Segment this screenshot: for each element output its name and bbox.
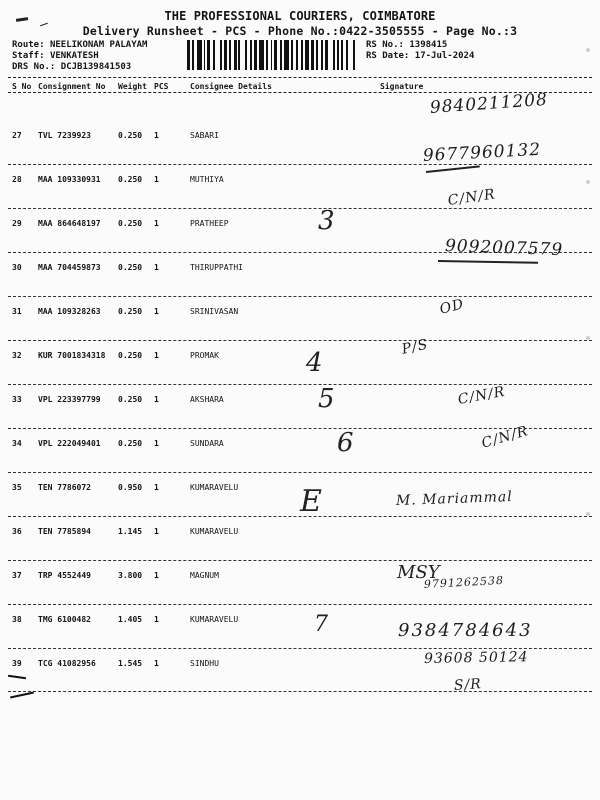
rs-date-field: [366, 51, 474, 62]
weight: 0.250: [118, 439, 143, 448]
pieces: 1: [154, 615, 159, 624]
consignment-number: TRP 4552449: [38, 571, 91, 580]
signature-32: P/S: [400, 336, 430, 358]
column-header: PCS: [154, 82, 169, 91]
pieces: 1: [154, 571, 159, 580]
table-row: [0, 519, 600, 563]
consignee-name: SINDHU: [190, 659, 219, 668]
signature-36: M. Mariammal: [395, 488, 514, 509]
consignment-number: MAA 109328263: [38, 307, 101, 316]
pieces: 1: [154, 219, 159, 228]
row-separator: [8, 164, 592, 165]
consignee-name: PRATHEEP: [190, 219, 229, 228]
handwritten-mark: 4: [306, 348, 323, 378]
row-separator: [8, 384, 592, 385]
consignee-name: PROMAK: [190, 351, 219, 360]
column-header: S No: [12, 82, 32, 91]
signature-29: C/N/R: [446, 186, 497, 209]
consignee-name: KUMARAVELU: [190, 483, 239, 492]
table-row: [0, 167, 600, 211]
table-row: [0, 563, 600, 607]
footer-separator: [8, 691, 592, 692]
staff-label: Staff:: [12, 51, 45, 61]
weight: 0.250: [118, 351, 143, 360]
weight: 0.250: [118, 395, 143, 404]
consignee-name: SUNDARA: [190, 439, 224, 448]
row-separator: [8, 340, 592, 341]
column-header: Consignment No: [38, 82, 106, 91]
table-row: [0, 299, 600, 343]
serial-number: 29: [12, 219, 22, 228]
consignee-name: KUMARAVELU: [190, 615, 239, 624]
serial-number: 34: [12, 439, 22, 448]
scan-dot: [586, 512, 590, 516]
scan-dot: [586, 180, 590, 184]
header-separator: [8, 77, 592, 78]
signature-31: OD: [438, 296, 466, 318]
handwritten-mark: 6: [337, 428, 354, 458]
consignment-number: MAA 109330931: [38, 175, 101, 184]
consignment-number: VPL 223397799: [38, 395, 101, 404]
pieces: 1: [154, 659, 159, 668]
signature-30: 9092007579: [444, 236, 564, 261]
consignee-name: SABARI: [190, 131, 219, 140]
drs-label: DRS No.:: [12, 62, 56, 72]
weight: 0.950: [118, 483, 143, 492]
table-row: [0, 343, 600, 387]
consignment-number: KUR 7001834318: [38, 351, 106, 360]
row-separator: [8, 296, 592, 297]
consignee-name: AKSHARA: [190, 395, 224, 404]
weight: 0.250: [118, 307, 143, 316]
column-header: Consignee Details: [190, 82, 272, 91]
weight: 0.250: [118, 219, 143, 228]
serial-number: 32: [12, 351, 22, 360]
handwritten-mark: 5: [318, 384, 335, 414]
signature-38: 9384784643: [398, 620, 533, 641]
rs-date-value: 17-Jul-2024: [414, 51, 475, 61]
consignment-number: MAA 704459873: [38, 263, 101, 272]
serial-number: 31: [12, 307, 22, 316]
serial-number: 33: [12, 395, 22, 404]
column-header: Weight: [118, 82, 147, 91]
row-separator: [8, 604, 592, 605]
consignee-name: KUMARAVELU: [190, 527, 239, 536]
signature-28: 9677960132: [422, 139, 542, 166]
pieces: 1: [154, 395, 159, 404]
handwritten-note: S/R: [453, 676, 483, 694]
weight: 0.250: [118, 131, 143, 140]
consignment-number: TEN 7785894: [38, 527, 91, 536]
pieces: 1: [154, 483, 159, 492]
handwritten-mark: MSY: [397, 562, 440, 583]
pieces: 1: [154, 527, 159, 536]
handwritten-mark: 7: [314, 612, 328, 637]
serial-number: 36: [12, 527, 22, 536]
pieces: 1: [154, 439, 159, 448]
consignment-number: TVL 7239923: [38, 131, 91, 140]
weight: 0.250: [118, 263, 143, 272]
rs-no-field: [366, 40, 447, 51]
signature-33: C/N/R: [456, 383, 507, 408]
pieces: 1: [154, 131, 159, 140]
table-row: [0, 387, 600, 431]
row-separator: [8, 208, 592, 209]
drs-value: DCJB139841503: [60, 62, 132, 72]
runsheet-table: [0, 97, 600, 737]
pieces: 1: [154, 263, 159, 272]
serial-number: 35: [12, 483, 22, 492]
consignee-name: THIRUPPATHI: [190, 263, 243, 272]
consignment-number: TCG 41082956: [38, 659, 96, 668]
handwritten-mark: E: [300, 484, 322, 519]
serial-number: 37: [12, 571, 22, 580]
consignee-name: MAGNUM: [190, 571, 219, 580]
consignee-name: MUTHIYA: [190, 175, 224, 184]
weight: 1.145: [118, 527, 143, 536]
scan-dot: [586, 336, 590, 340]
pieces: 1: [154, 351, 159, 360]
pieces: 1: [154, 175, 159, 184]
rs-no-label: RS No.:: [366, 40, 404, 50]
serial-number: 27: [12, 131, 22, 140]
staff-field: [12, 51, 99, 62]
signature-34: C/N/R: [479, 423, 531, 452]
route-value: NEELIKONAM PALAYAM: [49, 40, 148, 50]
serial-number: 28: [12, 175, 22, 184]
scan-dot: [586, 48, 590, 52]
signature-39: 93608 50124: [423, 649, 529, 667]
rs-date-label: RS Date:: [366, 51, 410, 61]
serial-number: 38: [12, 615, 22, 624]
signature-27: 9840211208: [429, 89, 549, 118]
document-title: THE PROFESSIONAL COURIERS, COIMBATORE: [164, 9, 436, 23]
consignment-number: MAA 864648197: [38, 219, 101, 228]
drs-field: [12, 62, 131, 73]
weight: 1.545: [118, 659, 143, 668]
consignment-number: TMG 6100482: [38, 615, 91, 624]
weight: 0.250: [118, 175, 143, 184]
row-separator: [8, 472, 592, 473]
consignment-number: TEN 7786072: [38, 483, 91, 492]
rs-no-value: 1398415: [409, 40, 448, 50]
document-subtitle: Delivery Runsheet - PCS - Phone No.:0422-3505555 - Page No.:3: [82, 24, 518, 38]
column-header: Signature: [380, 82, 424, 91]
serial-number: 30: [12, 263, 22, 272]
weight: 3.800: [118, 571, 143, 580]
staff-value: VENKATESH: [49, 51, 99, 61]
pieces: 1: [154, 307, 159, 316]
consignee-name: SRINIVASAN: [190, 307, 239, 316]
serial-number: 39: [12, 659, 22, 668]
signature-37: 9791262538: [423, 573, 505, 591]
weight: 1.405: [118, 615, 143, 624]
handwritten-mark: 3: [318, 206, 335, 236]
route-field: [12, 40, 147, 51]
row-separator: [8, 560, 592, 561]
consignment-number: VPL 222049401: [38, 439, 101, 448]
barcode: [187, 40, 357, 70]
route-label: Route:: [12, 40, 45, 50]
